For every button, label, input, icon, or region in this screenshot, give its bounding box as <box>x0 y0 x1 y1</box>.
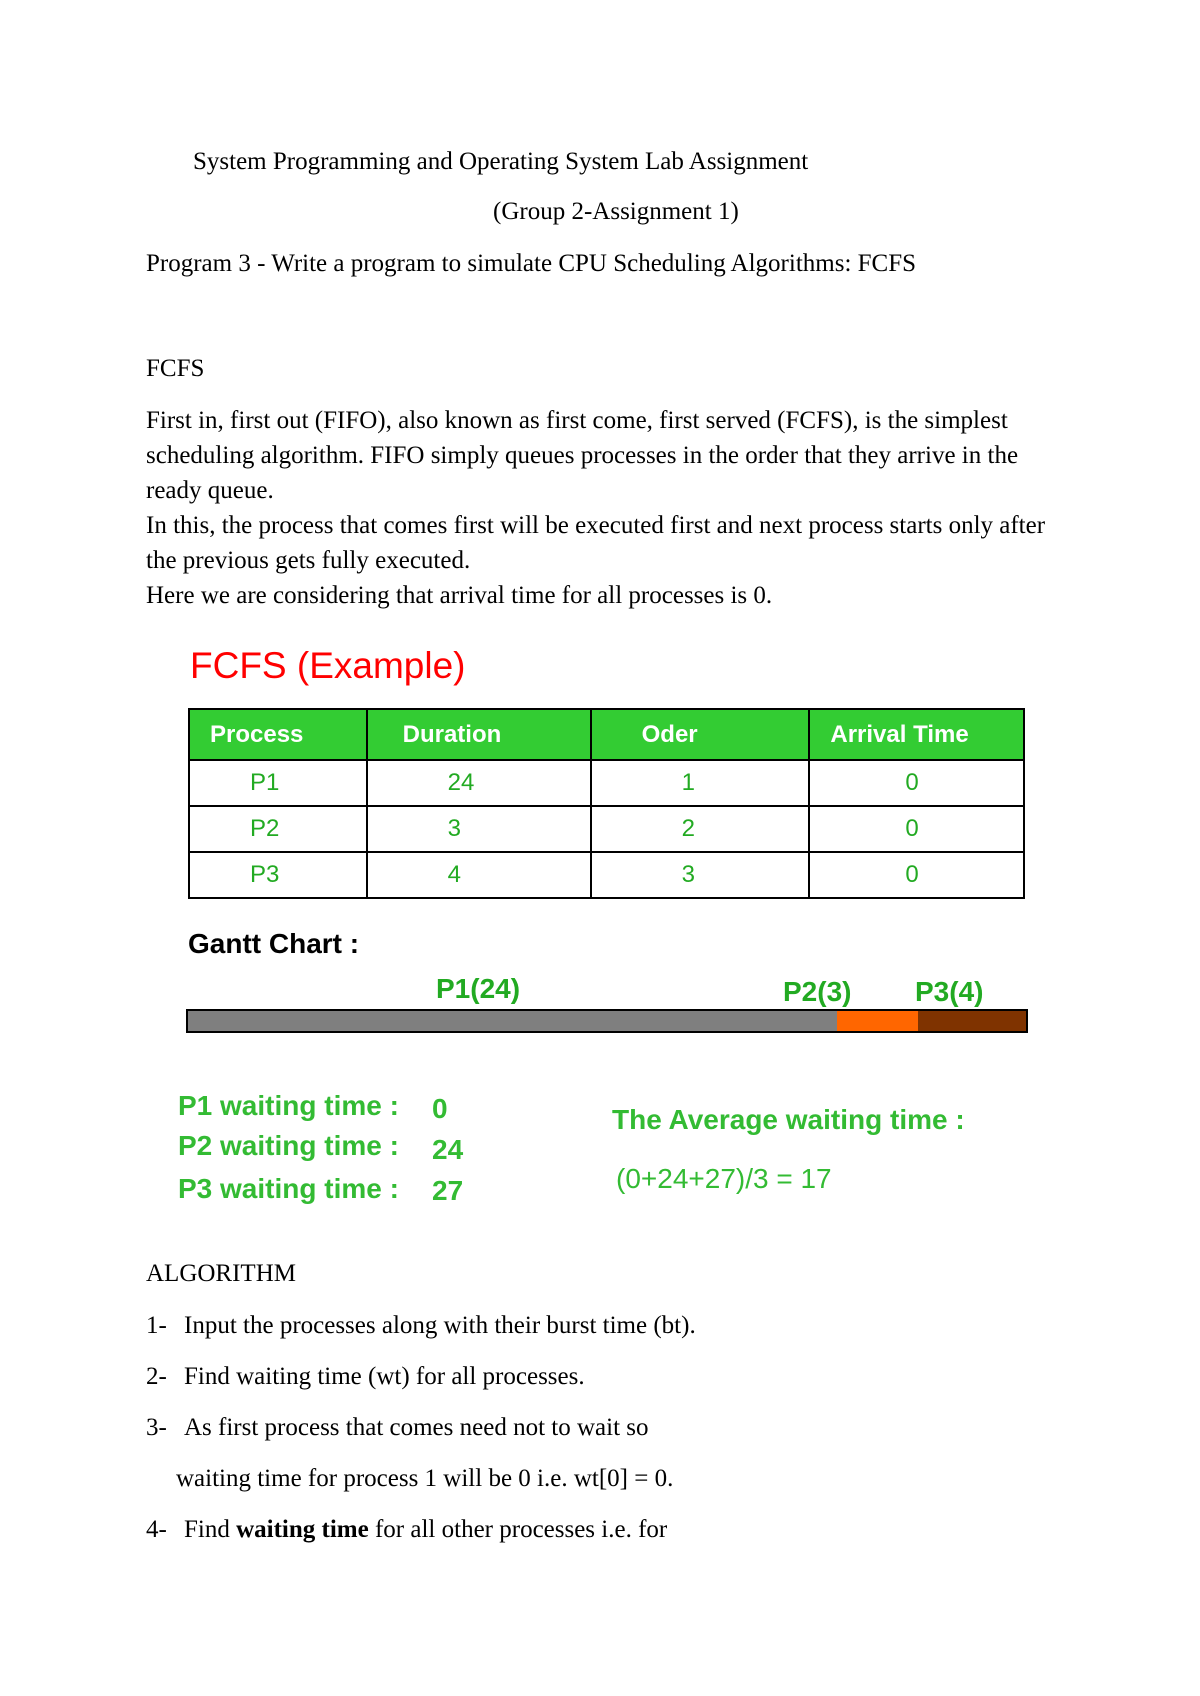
average-waiting-formula: (0+24+27)/3 = 17 <box>616 1163 832 1194</box>
gantt-segment <box>188 1011 837 1031</box>
waiting-time-label: P3 waiting time : <box>178 1173 399 1204</box>
table-cell: 1 <box>591 760 810 806</box>
intro-line: In this, the process that comes first will be executed first and next process starts only after the previous gets fully executed. <box>146 512 1046 574</box>
gantt-bar <box>186 1009 1028 1033</box>
step-text: Find waiting time (wt) for all processes. <box>184 1363 585 1390</box>
gantt-segment-label: P2(3) <box>783 976 852 1007</box>
process-table <box>188 708 1025 899</box>
waiting-time-value: 24 <box>432 1134 464 1165</box>
gantt-segment-label: P3(4) <box>915 976 984 1007</box>
example-title: FCFS (Example) <box>190 645 466 686</box>
step-number: 2- <box>146 1363 167 1390</box>
intro-line: First in, first out (FIFO), also known as first come, first served (FCFS), is the simplest scheduling algorithm. FIFO simply queues processes in the order that they arrive in the ready queue. <box>146 407 1019 504</box>
fcfs-heading: FCFS <box>146 355 205 382</box>
document-subtitle: (Group 2-Assignment 1) <box>493 198 739 225</box>
algorithm-heading: ALGORITHM <box>146 1260 296 1287</box>
step-text: Input the processes along with their burst time (bt). <box>184 1312 696 1339</box>
gantt-segment <box>918 1011 1026 1031</box>
algorithm-step <box>146 1363 585 1391</box>
table-cell: 3 <box>367 806 591 852</box>
step-number: 3- <box>146 1414 167 1441</box>
table-cell: 0 <box>809 760 1024 806</box>
column-header: Oder <box>591 709 810 760</box>
average-waiting-title: The Average waiting time : <box>612 1104 965 1135</box>
column-header: Duration <box>367 709 591 760</box>
waiting-time-value: 0 <box>432 1093 448 1124</box>
algorithm-step <box>146 1516 667 1544</box>
table-cell: 4 <box>367 852 591 898</box>
table-cell: 2 <box>591 806 810 852</box>
table-cell: P3 <box>189 852 367 898</box>
waiting-time-label: P2 waiting time : <box>178 1130 399 1161</box>
table-header-row <box>189 709 1024 760</box>
table-cell: 0 <box>809 806 1024 852</box>
column-header: Process <box>189 709 367 760</box>
intro-paragraph <box>146 403 1076 613</box>
table-cell: P1 <box>189 760 367 806</box>
gantt-segment-label: P1(24) <box>436 973 521 1004</box>
algorithm-step <box>146 1312 696 1340</box>
waiting-time-value: 27 <box>432 1175 464 1206</box>
column-header: Arrival Time <box>809 709 1024 760</box>
step-number: 1- <box>146 1312 167 1339</box>
gantt-title: Gantt Chart : <box>188 928 360 959</box>
table-cell: 0 <box>809 852 1024 898</box>
step-text-bold: waiting time <box>236 1516 369 1543</box>
step-text: As first process that comes need not to wait so <box>184 1414 649 1441</box>
table-cell: 3 <box>591 852 810 898</box>
step-continuation: waiting time for process 1 will be 0 i.e. wt[0] = 0. <box>176 1465 674 1492</box>
gantt-segment <box>837 1011 918 1031</box>
table-cell: 24 <box>367 760 591 806</box>
step-number: 4- <box>146 1516 167 1543</box>
document-title: System Programming and Operating System Lab Assignment <box>193 148 809 175</box>
intro-line: Here we are considering that arrival time for all processes is 0. <box>146 582 773 609</box>
table-row <box>189 852 1024 898</box>
table-cell: P2 <box>189 806 367 852</box>
algorithm-step <box>146 1414 649 1442</box>
program-statement: Program 3 - Write a program to simulate CPU Scheduling Algorithms: FCFS <box>146 250 917 277</box>
step-text: Find <box>184 1516 237 1543</box>
waiting-time-label: P1 waiting time : <box>178 1090 399 1121</box>
table-row <box>189 760 1024 806</box>
table-row <box>189 806 1024 852</box>
step-text: for all other processes i.e. for <box>368 1516 668 1543</box>
